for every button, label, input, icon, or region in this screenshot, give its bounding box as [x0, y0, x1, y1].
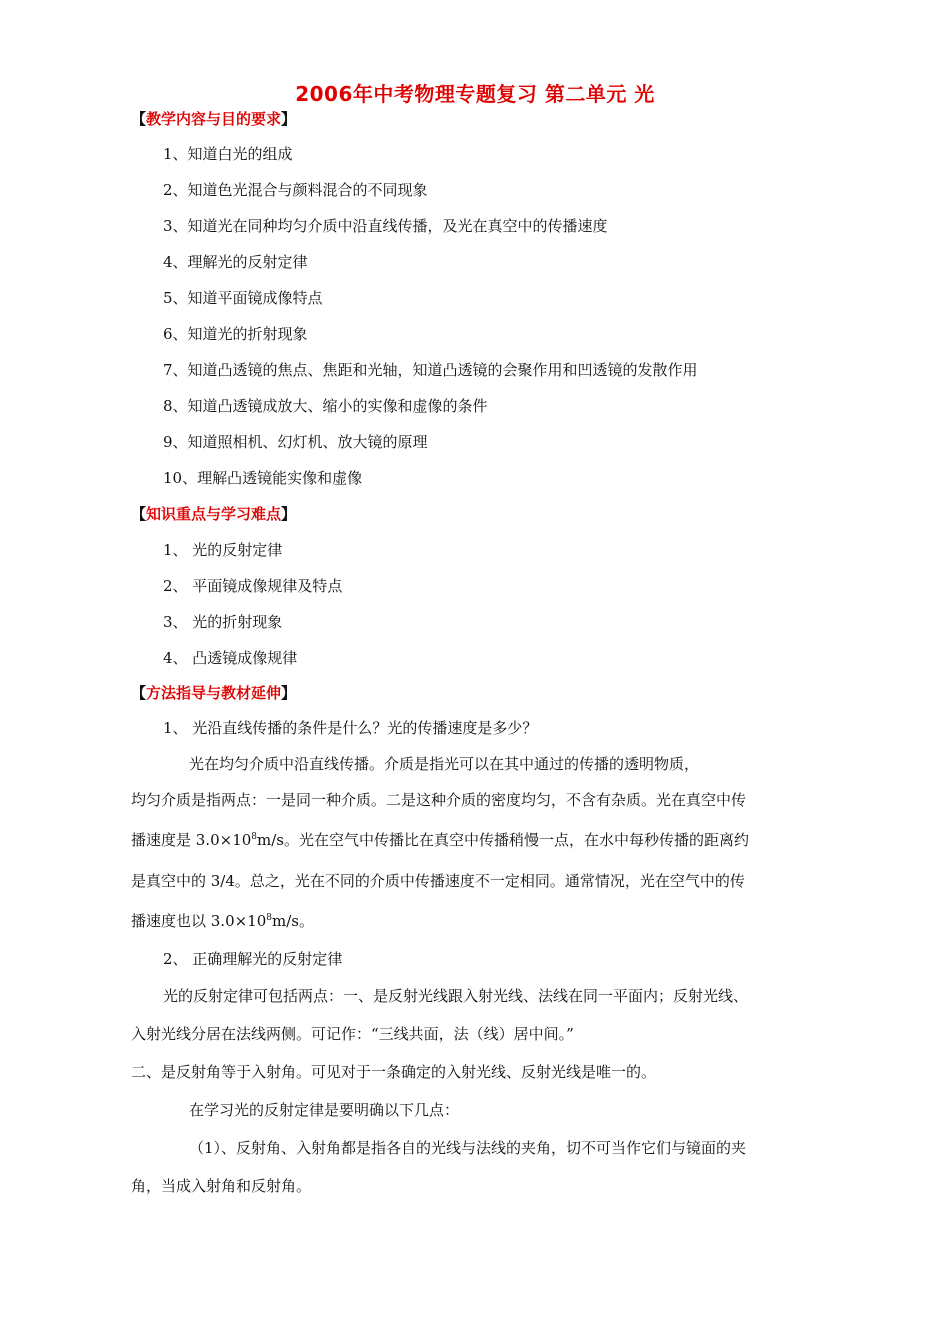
list-item: 6、知道光的折射现象 [163, 325, 308, 343]
section-heading-goals: 【教学内容与目的要求】 [131, 110, 297, 128]
list-item: 1、知道白光的组成 [163, 145, 293, 163]
paragraph-line: 是真空中的 3/4。总之，光在不同的介质中传播速度不一定相同。通常情况，光在空气中的传 [131, 872, 745, 890]
list-item: 2、知道色光混合与颜料混合的不同现象 [163, 181, 428, 199]
paragraph-line: 播速度也以 $3.0\times 10^8m/s$。 [131, 912, 314, 930]
list-item: 2、 平面镜成像规律及特点 [163, 577, 343, 595]
list-item: 9、知道照相机、幻灯机、放大镜的原理 [163, 433, 428, 451]
list-item: 10、理解凸透镜能实像和虚像 [163, 469, 363, 487]
paragraph-line: 入射光线分居在法线两侧。可记作：“三线共面，法（线）居中间。” [131, 1025, 574, 1043]
document-title: 2006年中考物理专题复习 第二单元 光 [295, 82, 655, 106]
list-item: 7、知道凸透镜的焦点、焦距和光轴，知道凸透镜的会聚作用和凹透镜的发散作用 [163, 361, 698, 379]
list-item: 3、 光的折射现象 [163, 613, 283, 631]
paragraph-line: （1）、反射角、入射角都是指各自的光线与法线的夹角，切不可当作它们与镜面的夹 [189, 1139, 747, 1157]
list-item: 4、 凸透镜成像规律 [163, 649, 298, 667]
list-item: 3、知道光在同种均匀介质中沿直线传播，及光在真空中的传播速度 [163, 217, 608, 235]
paragraph-line: 均匀介质是指两点：一是同一种介质。二是这种介质的密度均匀，不含有杂质。光在真空中传 [131, 791, 747, 809]
question-1: 1、 光沿直线传播的条件是什么？光的传播速度是多少？ [163, 719, 538, 737]
section-heading-keypoints: 【知识重点与学习难点】 [131, 505, 297, 523]
paragraph-line: 在学习光的反射定律是要明确以下几点： [189, 1101, 460, 1119]
paragraph-line: 角，当成入射角和反射角。 [131, 1177, 312, 1195]
list-item: 1、 光的反射定律 [163, 541, 283, 559]
paragraph-line: 二、是反射角等于入射角。可见对于一条确定的入射光线、反射光线是唯一的。 [131, 1063, 657, 1081]
list-item: 8、知道凸透镜成放大、缩小的实像和虚像的条件 [163, 397, 488, 415]
list-item: 4、理解光的反射定律 [163, 253, 308, 271]
paragraph-line: 播速度是 $3.0\times 10^8m/s$。光在空气中传播比在真空中传播稍慢一点，在水中每秒传播的距离约 [131, 831, 749, 849]
question-2: 2、 正确理解光的反射定律 [163, 950, 343, 968]
list-item: 5、知道平面镜成像特点 [163, 289, 323, 307]
paragraph-line: 光在均匀介质中沿直线传播。介质是指光可以在其中通过的传播的透明物质， [189, 755, 700, 773]
section-heading-methods: 【方法指导与教材延伸】 [131, 684, 297, 702]
paragraph-line: 光的反射定律可包括两点：一、是反射光线跟入射光线、法线在同一平面内；反射光线、 [163, 987, 749, 1005]
